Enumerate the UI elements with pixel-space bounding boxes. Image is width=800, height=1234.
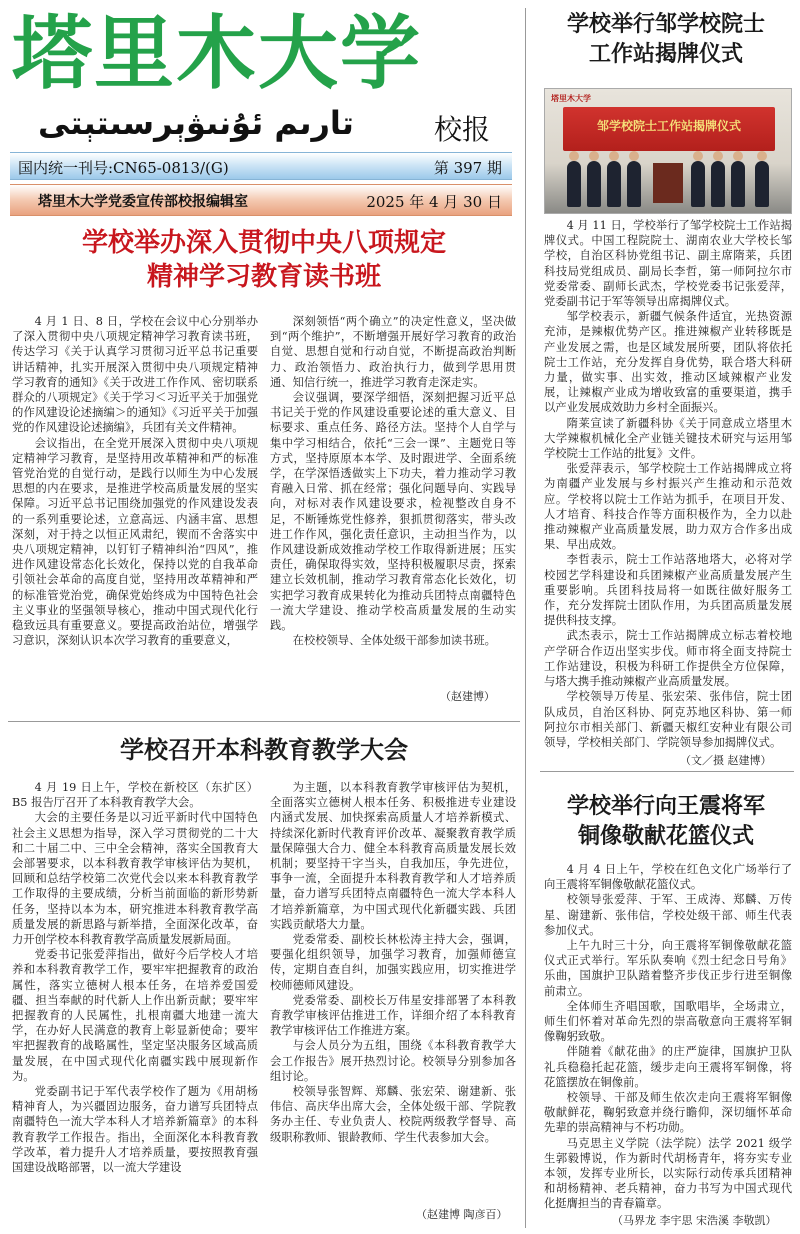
column-divider [525,8,526,1228]
article2-paragraph: 与会人员分为五组，围绕《本科教育教学大会工作报告》展开热烈讨论。校领导分别参加各组讨论。 [270,1039,516,1083]
article2-paragraph: 校领导张智辉、郑麟、张宏荣、谢建新、张伟信、高庆华出席大会，全体处级干部、学院教务办主任、专业负责人、校院两级教学督导、高级职称教师、银龄教师、学生代表参加大会。 [270,1085,516,1144]
article3-paragraph: 武杰表示，院士工作站揭牌成立标志着校地产学研合作迈出坚实步伐。师市将全面支持院士工作站建设，积极为科研工作提供全方位保障，与塔大携手推动辣椒产业高质量发展。 [544,629,792,689]
article2-paragraph: 大会的主要任务是以习近平新时代中国特色社会主义思想为指导，深入学习贯彻党的二十大和二十届二中、三中全会精神，落实全国教育大会部署要求，以本科教育教学审核评估为契机，回顾和总结学校第二次党代会以来本科教育教学工作取得的主要成绩，分析当前面临的新形势新任务，坚持以本为本，研究推进本科教育教学高质量发展的新思路与新举措，全面深化改革，奋力开创学校本科教育教学高质量发展新局面。 [12,811,258,947]
article3-headline [536,10,796,70]
article1-headline [8,226,520,294]
article2-title: 学校召开本科教育教学大会 [120,736,408,764]
article3-body [544,218,792,750]
article2-paragraph: 党委常委、副校长林松涛主持大会，强调，要强化组织领导，加强学习教育，加强师德宣传，定期自查自纠，加强实践应用，切实推进学校师德师风建设。 [270,933,516,992]
issn: 国内统一刊号:CN65-0813/(G) [18,159,229,177]
editorial-office: 塔里木大学党委宣传部校报编辑室 [38,194,248,210]
person-figure [711,161,725,207]
article4-paragraph: 上午九时三十分，向王震将军铜像敬献花篮仪式正式举行。军乐队奏响《烈士纪念日号角》乐曲，国旗护卫队踏着整齐步伐正步行进至铜像前肃立。 [544,939,792,998]
photo-logo: 塔里木大学 [551,94,591,103]
school-paper-label: 校报 [434,113,491,146]
person-figure [587,161,601,207]
publish-date: 2025 年 4 月 30 日 [366,193,502,211]
article2-paragraph: 为主题，以本科教育教学审核评估为契机，全面落实立德树人根本任务、积极推进专业建设内涵式发展、加快探索高质量人才培养新模式、持续深化新时代教育评价改革、凝聚教育教学质量保障强大合力、健全本科教育高质量发展长效机制；要坚持干字当头，自我加压，争先进位，事争一流，全面提升本科教育教学和人才培养质量，奋力谱写兵团特点南疆特色一流大学本科人才培养新篇章，为中国式现代化新疆实践、兵团实践贡献塔大力量。 [270,781,516,931]
article3-paragraph: 张爱萍表示，邹学校院士工作站揭牌成立将为南疆产业发展与乡村振兴产生推动和示范效应。学校将以院士工作站为抓手，在项目开发、人才培育、科技合作等方面积极作为，全力以赴推动辣椒产业高质量发展，助力双方合作多出成果、早出成效。 [544,462,792,552]
article4-paragraph: 马克思主义学院（法学院）法学 2021 级学生郭毅博说，作为新时代胡杨青年，将夯实专业本领，发挥专业所长，以实际行动传承兵团精神和胡杨精神、老兵精神，奋力书写为中国式现代化挺膺担当的青春篇章。 [544,1136,792,1211]
article1-title-line1: 学校举办深入贯彻中央八项规定 [81,228,446,258]
article2-paragraph: 4 月 19 日上午，学校在新校区（东扩区）B5 报告厅召开了本科教育教学大会。 [12,781,258,810]
article3-paragraph: 学校领导万传星、张宏荣、张伟信，院士团队成员，自治区科协、阿克苏地区科协、第一师阿拉尔市相关部门、新疆天椒红安种业有限公司领导，学校相关部门、学院领导参加揭牌仪式。 [544,690,792,749]
person-figure [607,161,621,207]
uyghur-title: تارىم ئۇنىۋېرسىتېتى [38,104,354,142]
article2-paragraph: 党委常委、副校长万伟星安排部署了本科教育教学审核评估推进工作，详细介绍了本科教育教学审核评估工作推进方案。 [270,993,516,1038]
section-divider-left [8,721,520,722]
article1-paragraph: 4 月 1 日、8 日，学校在会议中心分别举办了深入贯彻中央八项规定精神学习教育读书班，传达学习《关于认真学习贯彻习近平总书记重要讲话精神，扎实开展深入贯彻中央八项规定精神学习教育的通知》《关于改进工作作风、密切联系群众的八项规定》《关于学习＜习近平关于加强党的作风建设论述摘编＞的通知》《习近平关于加强党的作风建设论述摘编》，兵团有关文件精神。 [12,315,258,435]
article1-column1 [12,314,258,648]
article3-paragraph: 邹学校表示，新疆气候条件适宜，光热资源充沛，是辣椒优势产区。推进辣椒产业转移既是产业发展之需，也是区域发展所要，团队将依托院士工作站，充分发挥自身优势，联合塔大科研力量，做实事、出实效，推动区域辣椒产业发展，让辣椒产业成为增收致富的重要渠道，携手以产业发展成效助力乡村全面振兴。 [544,310,792,415]
article3-title-line2: 工作站揭牌仪式 [588,42,743,67]
article4-body [544,862,792,1212]
issue-number: 第 397 期 [433,159,502,177]
article4-paragraph: 全体师生齐唱国歌，国歌唱毕，全场肃立，师生们怀着对革命先烈的崇高敬意向王震将军铜像鞠躬致敬。 [544,999,792,1044]
article1-byline: （赵建博） [440,690,495,703]
article1-paragraph: 会议强调，要深学细悟，深刻把握习近平总书记关于党的作风建设重要论述的重大意义、目标要求、重点任务、路径方法。坚持个人自学与集中学习相结合，依托“三会一课”、主题党日等方式，坚持原原本本学、及时跟进学、全面系统学，在学深悟透做实上下功夫，着力推动学习教育融入日常、抓在经常；强化问题导向、实践导向，对标对表作风建设要求，检视整改自身不足，不断锤炼党性修养，狠抓贯彻落实，带头改进工作作风，强化责任意识，主动担当作为，以作风建设新成效推动学校工作取得新进展；压实责任，确保取得实效，坚持积极履职尽责，探索建立长效机制，推动学习教育常态化长效化，切实把学习教育成果转化为推动兵团特点南疆特色一流大学建设、推动学校高质量发展的生动实践。 [270,391,516,633]
article4-title-line1: 学校举行向王震将军 [566,794,765,819]
article4-paragraph: 校领导张爱萍、于军、王成涛、郑麟、万传星、谢建新、张伟信，学校处级干部、师生代表参加仪式。 [544,893,792,937]
article4-headline [536,792,796,852]
article3-title-line1: 学校举行邹学校院士 [566,12,765,37]
article4-title-line2: 铜像敬献花篮仪式 [577,824,754,849]
masthead [8,4,518,222]
article2-paragraph: 党委书记张爱萍指出，做好今后学校人才培养和本科教育教学工作，要牢牢把握教育的政治属性，落实立德树人根本任务，在培养爱国爱疆、担当奉献的时代新人上作出新贡献；要牢牢把握教育的人民属性，扎根南疆大地建一流大学，在办好人民满意的教育上彰显新使命；要牢牢把握教育的战略属性，坚定坚决服务区域高质量发展，在中国式现代化南疆实践中展现新作为。 [12,948,258,1083]
section-divider-right [540,771,794,772]
person-figure [691,161,705,207]
person-figure [755,161,769,207]
article1-paragraph: 深刻领悟“两个确立”的决定性意义，坚决做到“两个维护”，不断增强开展好学习教育的政治自觉、思想自觉和行动自觉，不断提高政治判断力、政治领悟力、政治执行力，做到学思用贯通、知信行统一，推进学习教育走深走实。 [270,315,516,389]
article4-paragraph: 校领导、干部及师生依次走向王震将军铜像敬献鲜花，鞠躬致意并绕行瞻仰，深切缅怀革命先辈的崇高精神与不朽功勋。 [544,1091,792,1135]
article1-column2 [270,314,516,648]
article1-title-line2: 精神学习教育读书班 [146,262,381,292]
article1-paragraph: 会议指出，在全党开展深入贯彻中央八项规定精神学习教育，是坚持用改革精神和严的标准管党治党的自觉行动，是践行以师生为中心发展思想的内在要求，是推进学校高质量发展的坚实保障。习近平总书记围绕加强党的作风建设发表的一系列重要论述，立意高远、内涵丰富、思想深刻，对于持之以恒正风肃纪，锲而不舍落实中央八项规定精神，以钉钉子精神纠治“四风”，推进作风建设常态化长效化，保持以党的自我革命引领社会革命的高度自觉，坚持用改革精神和严的标准管党治党，确保党始终成为中国特色社会主义事业的坚强领导核心，推动中国式现代化行稳致远具有重要意义。要提高政治站位，增强学习意识，深刻认识本次学习教育的重要意义， [12,436,258,648]
article3-paragraph: 隋莱宣读了新疆科协《关于同意成立塔里木大学辣椒机械化全产业链关键技术研究与运用邹学校院士工作站的批复》文件。 [544,416,792,461]
plaque-stand [653,163,683,203]
person-figure [627,161,641,207]
article2-byline: （赵建博 陶彦百） [416,1208,508,1221]
article2-column2 [270,780,516,1145]
photo-banner-text: 邹学校院士工作站揭牌仪式 [596,119,741,133]
article2-paragraph: 党委副书记于军代表学校作了题为《用胡杨精神育人，为兴疆固边服务，奋力谱写兵团特点南疆特色一流大学本科人才培养新篇章》的本科教育教学工作报告。指出，全面深化本科教育教学改革，着力提升人才培养质量，要按照教育强国建设战略部署，以一流大学建设 [12,1085,258,1175]
office-bar [10,184,512,216]
article4-paragraph: 伴随着《献花曲》的庄严旋律，国旗护卫队礼兵稳稳托起花篮，缓步走向王震将军铜像，将花篮摆放在铜像前。 [544,1045,792,1089]
issue-bar [10,152,512,180]
article1-paragraph: 在校校领导、全体处级干部参加读书班。 [292,634,496,648]
article2-column1 [12,780,258,1175]
ceremony-photo [544,88,792,214]
article4-paragraph: 4 月 4 日上午，学校在红色文化广场举行了向王震将军铜像敬献花篮仪式。 [544,863,792,892]
newspaper-title: 塔里木大学 [12,7,422,100]
article3-paragraph: 李哲表示，院士工作站落地塔大，必将对学校园艺学科建设和兵团辣椒产业高质量发展产生重要影响。兵团科技局将一如既往做好服务工作，充分发挥院士团队作用，为兵团高质量发展提供科技支撑。 [544,553,792,628]
person-figure [731,161,745,207]
article3-byline: （文／摄 赵建博） [680,754,772,767]
article4-byline: （马界龙 李宇思 宋浩溪 李敬凯） [612,1214,777,1227]
person-figure [567,161,581,207]
article3-paragraph: 4 月 11 日，学校举行了邹学校院士工作站揭牌仪式。中国工程院院士、湖南农业大学校长邹学校，自治区科协党组书记、副主席隋莱，兵团科技局党组成员、副局长李哲，第一师阿拉尔市党委常委、副师长武杰，学校党委书记张爱萍，党委副书记于军等领导出席揭牌仪式。 [544,219,792,309]
